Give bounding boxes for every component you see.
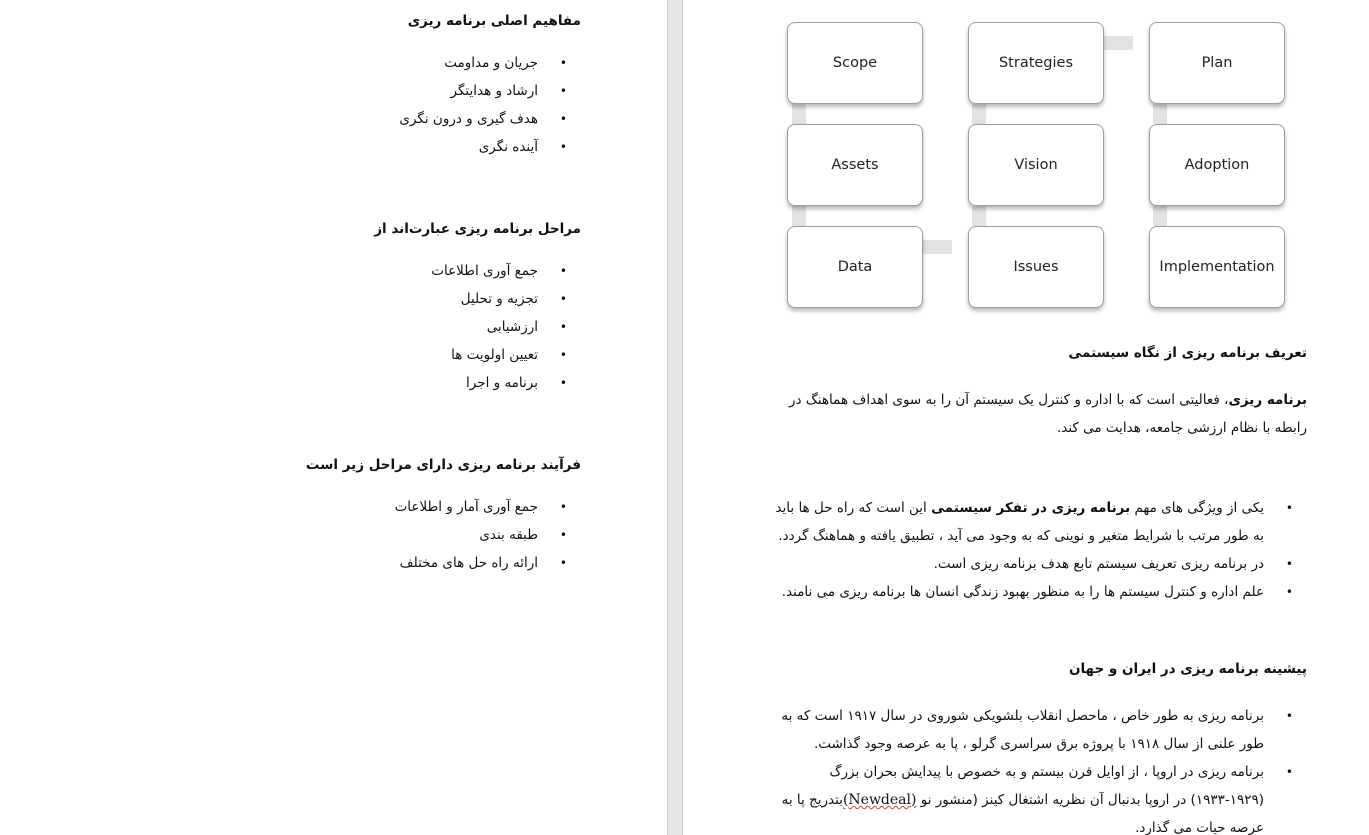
list-item: • برنامه و اجرا	[374, 369, 581, 397]
diagram-node-data: Data	[787, 226, 923, 308]
text-run: یکی از ویژگی های مهم	[1130, 500, 1264, 516]
list-item: • ارائه راه حل های مختلف	[306, 549, 581, 577]
list-item: • طبقه بندی	[306, 521, 581, 549]
document-page-right	[683, 0, 1369, 835]
list-item: • ارشاد و هدایتگر	[399, 77, 581, 105]
section-heading: فرآیند برنامه ریزی دارای مراحل زیر است	[305, 457, 581, 473]
bold-text-run: برنامه ریزی در تفکر سیستمی	[931, 500, 1131, 516]
heading-system-definition: تعریف برنامه ریزی از نگاه سیستمی	[1068, 345, 1307, 361]
definition-paragraph	[761, 386, 1307, 442]
list-item: • آینده نگری	[399, 133, 581, 161]
list-item: • ارزشیابی	[374, 313, 581, 341]
connector-scope-assets	[792, 104, 806, 124]
list-item	[761, 494, 1307, 550]
list-item: • در برنامه ریزی تعریف سیستم تابع هدف برنامه ریزی است.	[761, 550, 1307, 578]
section-heading: مفاهیم اصلی برنامه ریزی	[407, 13, 581, 29]
section-planning-process	[306, 457, 581, 577]
text-run: این است که راه حل ها باید به طور مرتب با شرایط متغیر و نوینی که به وجود می آید ، تطبیق یافته و هماهنگ گردد.	[775, 500, 1264, 544]
diagram-node-vision: Vision	[968, 124, 1104, 206]
bullet-list	[374, 257, 581, 397]
planning-diagram	[778, 15, 1298, 325]
page-gutter	[667, 0, 683, 835]
bullet-list	[399, 49, 581, 161]
list-item: • تجزیه و تحلیل	[374, 285, 581, 313]
diagram-node-adoption: Adoption	[1149, 124, 1285, 206]
list-item: • برنامه ریزی به طور خاص ، ماحصل انقلاب بلشویکی شوروی در سال ۱۹۱۷ است که به طور علنی از سال ۱۹۱۸ با پروژه برق سراسری گرلو ، پا به عرصه وجود گذاشت.	[761, 702, 1307, 758]
system-bullets	[761, 494, 1307, 606]
diagram-node-issues: Issues	[968, 226, 1104, 308]
english-term: (Newdeal)	[842, 792, 917, 808]
bullet-list	[761, 702, 1307, 835]
list-item: • تعیین اولویت ها	[374, 341, 581, 369]
list-item: • جمع آوری اطلاعات	[374, 257, 581, 285]
diagram-node-scope: Scope	[787, 22, 923, 104]
connector-plan-adoption	[1153, 104, 1167, 124]
text-run: بتدریج پا به عرصه حیات می گذارد.	[781, 792, 1264, 835]
section-planning-steps	[374, 221, 581, 397]
diagram-node-strategies: Strategies	[968, 22, 1104, 104]
document-page-left	[0, 0, 667, 835]
list-item: • جمع آوری آمار و اطلاعات	[306, 493, 581, 521]
definition-text: ، فعالیتی است که با اداره و کنترل یک سیستم آن را به سوی اهداف هماهنگ در رابطه با نظام ارزشی جامعه، هدایت می کند.	[788, 392, 1307, 436]
section-main-concepts	[399, 13, 581, 161]
connector-strategies-vision	[972, 104, 986, 124]
diagram-node-assets: Assets	[787, 124, 923, 206]
list-item: • جریان و مداومت	[399, 49, 581, 77]
list-item	[761, 758, 1307, 835]
connector-assets-data	[792, 206, 806, 226]
heading-history: پیشینه برنامه ریزی در ایران و جهان	[1068, 661, 1307, 677]
connector-adoption-implementation	[1153, 206, 1167, 226]
list-item: • هدف گیری و درون نگری	[399, 105, 581, 133]
text-run: برنامه ریزی در اروپا ، از اوایل قرن بیستم و به خصوص با پیدایش بحران بزرگ (۱۹۲۹-۱۹۳۳) در اروپا بدنبال آن نظریه اشتغال کینز (منشور نو	[829, 764, 1264, 808]
section-heading: مراحل برنامه ریزی عبارت‌اند از	[374, 221, 581, 237]
bullet-list	[761, 494, 1307, 606]
bullet-list	[306, 493, 581, 577]
diagram-node-plan: Plan	[1149, 22, 1285, 104]
diagram-node-implementation: Implementation	[1149, 226, 1285, 308]
definition-term: برنامه ریزی	[1228, 392, 1307, 408]
connector-vision-issues	[972, 206, 986, 226]
history-bullets	[761, 702, 1307, 835]
list-item: • علم اداره و کنترل سیستم ها را به منظور بهبود زندگی انسان ها برنامه ریزی می نامند.	[761, 578, 1307, 606]
